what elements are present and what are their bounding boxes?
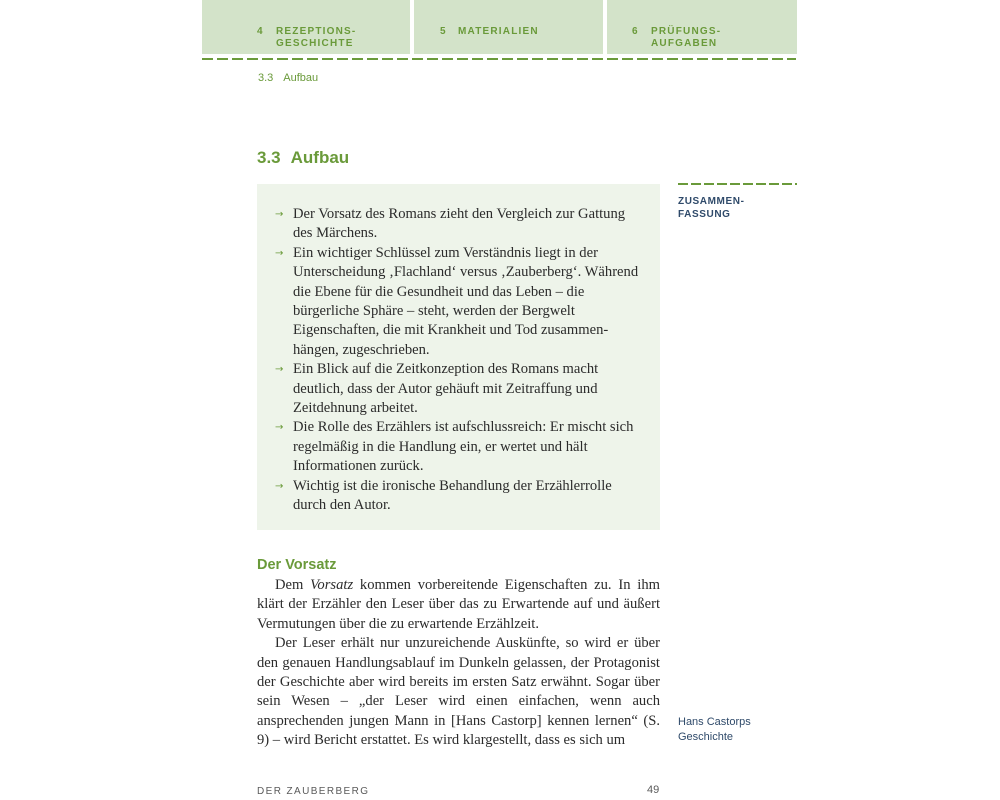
- paragraph: Der Leser erhält nur unzureichende Auskünfte, so wird er über den genauen Handlungsablauf im Dunkeln gelassen, der Protagonist der Geschichte aber wird bereits im ersten Satz erwähnt. Sogar über sein Wesen – „der Leser wird einen einfachen, wenn auch ansprechenden jungen Mann in [Hans Castorp] kennen lernen“ (S. 9) – wird Bericht erstattet. Es wird klargestellt, dass es sich um: [257, 635, 660, 749]
- summary-list: [275, 205, 645, 516]
- tab-number: 6: [632, 26, 639, 37]
- list-item: → Ein Blick auf die Zeitkonzeption des Romans macht deutlich, dass der Autor gehäuft mit Zeitraffung und Zeitdehnung arbeitet.: [275, 361, 599, 417]
- margin-note: Hans Castorps Geschichte: [678, 716, 751, 743]
- side-divider: [678, 183, 797, 185]
- breadcrumb-number: 3.3: [258, 72, 274, 84]
- tab-rezeptionsgeschichte[interactable]: [202, 0, 410, 54]
- breadcrumb-label: Aufbau: [283, 72, 319, 84]
- arrow-right-icon: →: [275, 364, 284, 376]
- summary-side-label: ZUSAMMEN- FASSUNG: [678, 196, 745, 220]
- page-number: 49: [647, 784, 660, 796]
- list-item: → Wichtig ist die ironische Behandlung der Erzählerrolle durch den Autor.: [275, 477, 612, 514]
- section-number: 3.3: [257, 148, 281, 167]
- section-heading: [257, 148, 349, 168]
- tab-label: REZEPTIONS- GESCHICHTE: [276, 26, 357, 49]
- tab-label: MATERIALIEN: [458, 26, 539, 37]
- body-text: [257, 576, 660, 751]
- list-item: → Ein wichtiger Schlüssel zum Verständnis liegt in der Unterscheidung ‚Flachland‘ versus ‚Zauberberg‘. Während die Ebene für die Gesundheit und das Leben – die bürgerliche Sphäre – steht, werden der Bergwelt Eigenschaften, die mit Krankheit und Tod zusammenhängen, zugeschrieben.: [275, 244, 639, 358]
- header-divider: [202, 58, 796, 60]
- section-title: Aufbau: [290, 148, 350, 167]
- breadcrumb: [258, 72, 318, 84]
- tab-label: PRÜFUNGS- AUFGABEN: [651, 26, 722, 49]
- arrow-right-icon: →: [275, 247, 284, 259]
- arrow-right-icon: →: [275, 480, 284, 492]
- subsection-heading: Der Vorsatz: [257, 557, 337, 573]
- list-item: → Der Vorsatz des Romans zieht den Vergleich zur Gattung des Märchens.: [275, 206, 626, 242]
- list-item: → Die Rolle des Erzählers ist aufschlussreich: Er mischt sich regelmäßig in die Handlung ein, er wertet und hält Informationen zurück.: [275, 419, 634, 475]
- tab-materialien[interactable]: [414, 0, 603, 54]
- tab-number: 4: [257, 26, 264, 37]
- tab-pruefungsaufgaben[interactable]: [607, 0, 797, 54]
- paragraph: Dem Vorsatz kommen vorbereitende Eigenschaften zu. In ihm klärt der Erzähler den Leser über das zu Erwartende auf und äußert Vermutungen über die zu erwartende Erzählzeit.: [257, 577, 660, 632]
- arrow-right-icon: →: [275, 209, 284, 220]
- tab-number: 5: [440, 26, 447, 37]
- arrow-right-icon: →: [275, 422, 284, 434]
- footer-book-title: DER ZAUBERBERG: [257, 786, 370, 797]
